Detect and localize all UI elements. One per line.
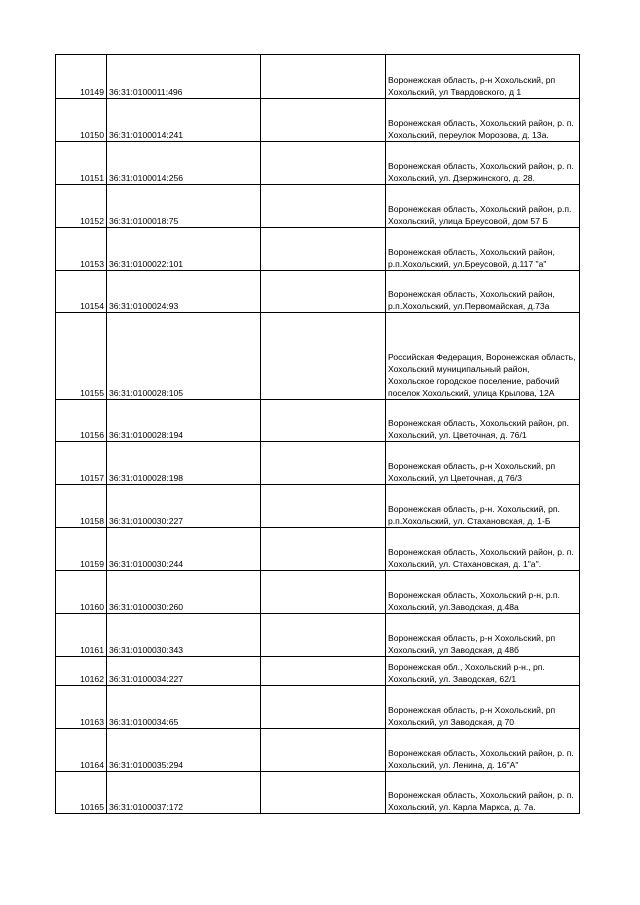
row-number: 10153: [56, 228, 107, 271]
cadastral-number: 36:31:0100011:496: [107, 55, 261, 99]
cadastral-number: 36:31:0100014:256: [107, 142, 261, 185]
address-cell: Воронежская область, Хохольский район, р. п. Хохольский, ул. Карла Маркса, д. 7а.: [386, 772, 580, 814]
table-row: [56, 185, 580, 228]
address-cell: Воронежская обл., Хохольский р-н., рп. Хохольский, ул. Заводская, 62/1: [386, 657, 580, 686]
address-cell: Воронежская область, Хохольский район, р. п. Хохольский, ул. Дзержинского, д. 28.: [386, 142, 580, 185]
row-number: 10158: [56, 485, 107, 528]
cadastral-number: 36:31:0100030:343: [107, 614, 261, 657]
row-number: 10156: [56, 400, 107, 442]
empty-cell: [261, 442, 386, 485]
table-row: [56, 485, 580, 528]
cadastral-number: 36:31:0100034:65: [107, 686, 261, 729]
table-row: [56, 313, 580, 400]
empty-cell: [261, 55, 386, 99]
table-row: [56, 442, 580, 485]
address-cell: Воронежская область, Хохольский район, р. п. Хохольский, переулок Морозова, д. 13а.: [386, 99, 580, 142]
cadastral-number: 36:31:0100035:294: [107, 729, 261, 772]
address-cell: Воронежская область, Хохольский район, р.п.Хохольский, ул.Первомайская, д.73а: [386, 271, 580, 313]
table-row: [56, 55, 580, 99]
address-cell: Российская Федерация, Воронежская область, Хохольский муниципальный район, Хохольское городское поселение, рабочий поселок Хохольский, улица Крылова, 12А: [386, 313, 580, 400]
address-cell: Воронежская область, р-н Хохольский, рп Хохольский, ул Цветочная, д 76/3: [386, 442, 580, 485]
address-cell: Воронежская область, Хохольский р-н, р.п. Хохольский, ул.Заводская, д.48а: [386, 571, 580, 614]
table-row: [56, 686, 580, 729]
empty-cell: [261, 729, 386, 772]
cadastral-number: 36:31:0100018:75: [107, 185, 261, 228]
row-number: 10151: [56, 142, 107, 185]
table-row: [56, 657, 580, 686]
row-number: 10157: [56, 442, 107, 485]
cadastral-number: 36:31:0100034:227: [107, 657, 261, 686]
cadastral-number: 36:31:0100028:194: [107, 400, 261, 442]
empty-cell: [261, 185, 386, 228]
empty-cell: [261, 400, 386, 442]
cadastral-number: 36:31:0100024:93: [107, 271, 261, 313]
table-row: [56, 228, 580, 271]
address-cell: Воронежская область, р-н Хохольский, рп Хохольский, ул Твардовского, д 1: [386, 55, 580, 99]
row-number: 10163: [56, 686, 107, 729]
table-row: [56, 729, 580, 772]
row-number: 10164: [56, 729, 107, 772]
empty-cell: [261, 485, 386, 528]
address-cell: Воронежская область, р-н. Хохольский, рп. р.п.Хохольский, ул. Стахановская, д. 1-Б: [386, 485, 580, 528]
table-row: [56, 99, 580, 142]
empty-cell: [261, 772, 386, 814]
row-number: 10155: [56, 313, 107, 400]
row-number: 10152: [56, 185, 107, 228]
cadastral-number: 36:31:0100037:172: [107, 772, 261, 814]
empty-cell: [261, 614, 386, 657]
empty-cell: [261, 99, 386, 142]
empty-cell: [261, 228, 386, 271]
table-row: [56, 571, 580, 614]
empty-cell: [261, 571, 386, 614]
row-number: 10154: [56, 271, 107, 313]
cadastral-number: 36:31:0100014:241: [107, 99, 261, 142]
row-number: 10161: [56, 614, 107, 657]
row-number: 10159: [56, 528, 107, 571]
address-cell: Воронежская область, Хохольский район, рп. Хохольский, ул. Цветочная, д. 76/1: [386, 400, 580, 442]
address-cell: Воронежская область, Хохольский район, р.п.Хохольский, ул.Бреусовой, д.117 "а": [386, 228, 580, 271]
table-row: [56, 400, 580, 442]
table-row: [56, 528, 580, 571]
cadastral-number: 36:31:0100028:105: [107, 313, 261, 400]
cadastral-number: 36:31:0100030:260: [107, 571, 261, 614]
cadastral-number: 36:31:0100022:101: [107, 228, 261, 271]
address-cell: Воронежская область, Хохольский район, р. п. Хохольский, ул. Ленина, д. 16"А": [386, 729, 580, 772]
table-row: [56, 271, 580, 313]
address-cell: Воронежская область, Хохольский район, р. п. Хохольский, ул. Стахановская, д. 1"а".: [386, 528, 580, 571]
row-number: 10150: [56, 99, 107, 142]
row-number: 10165: [56, 772, 107, 814]
property-register-table: [55, 54, 580, 814]
cadastral-number: 36:31:0100030:227: [107, 485, 261, 528]
empty-cell: [261, 528, 386, 571]
address-cell: Воронежская область, Хохольский район, р.п. Хохольский, улица Бреусовой, дом 57 Б: [386, 185, 580, 228]
cadastral-number: 36:31:0100030:244: [107, 528, 261, 571]
empty-cell: [261, 313, 386, 400]
address-cell: Воронежская область, р-н Хохольский, рп Хохольский, ул Заводская, д 48б: [386, 614, 580, 657]
address-cell: Воронежская область, р-н Хохольский, рп Хохольский, ул Заводская, д 70: [386, 686, 580, 729]
row-number: 10149: [56, 55, 107, 99]
empty-cell: [261, 271, 386, 313]
empty-cell: [261, 686, 386, 729]
table-row: [56, 772, 580, 814]
row-number: 10162: [56, 657, 107, 686]
table-row: [56, 614, 580, 657]
empty-cell: [261, 142, 386, 185]
empty-cell: [261, 657, 386, 686]
cadastral-number: 36:31:0100028:198: [107, 442, 261, 485]
table-row: [56, 142, 580, 185]
row-number: 10160: [56, 571, 107, 614]
